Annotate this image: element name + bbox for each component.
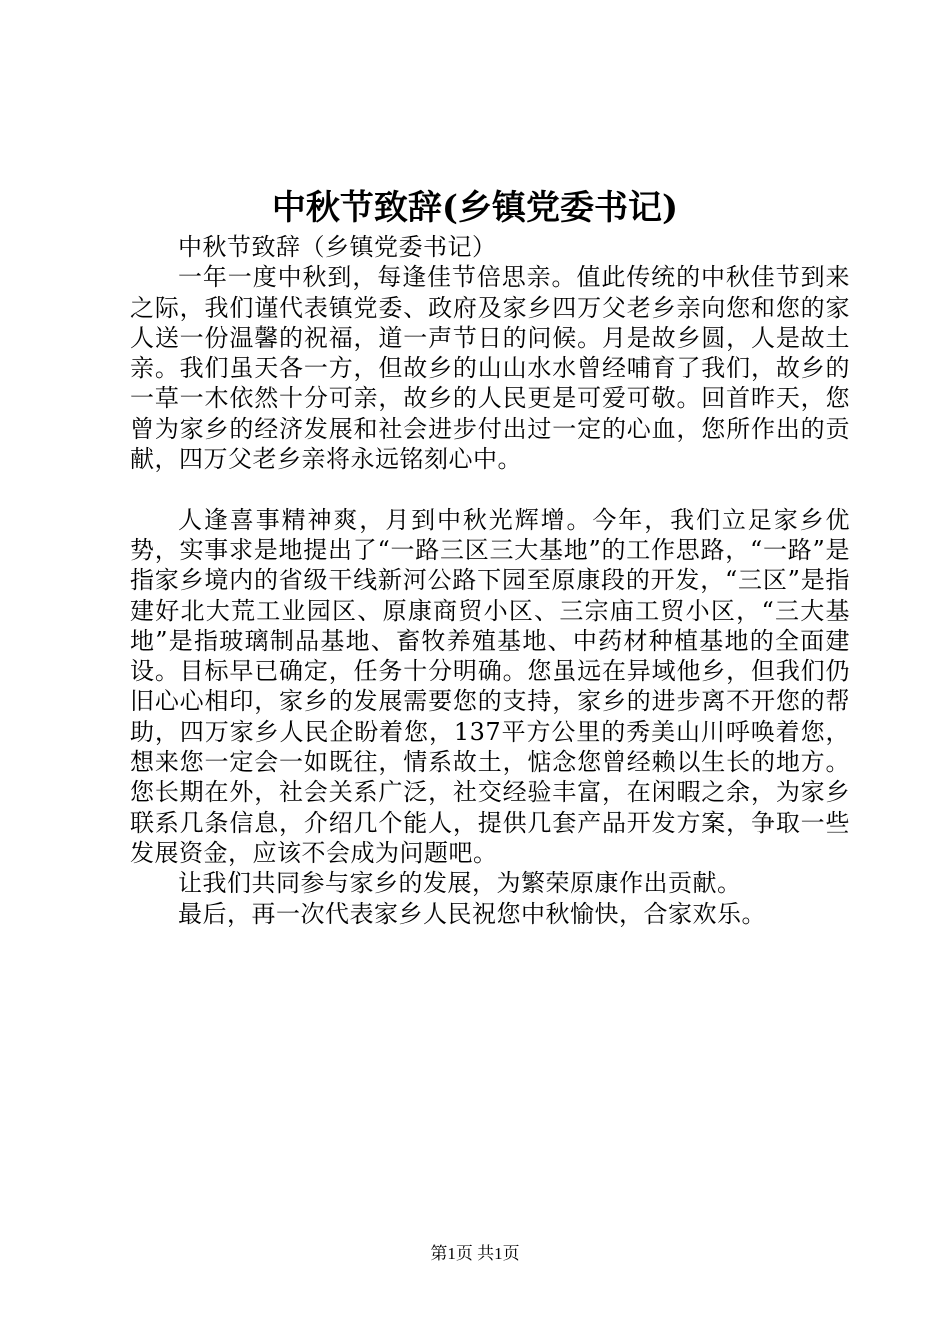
paragraph-1: 一年一度中秋到，每逢佳节倍思亲。值此传统的中秋佳节到来之际，我们谨代表镇党委、政府及家乡四万父老乡亲向您和您的家人送一份温馨的祝福，道一声节日的问候。月是故乡圆，人是故土亲。我们虽天各一方，但故乡的山山水水曾经哺育了我们，故乡的一草一木依然十分可亲，故乡的人民更是可爱可敬。回首昨天，您曾为家乡的经济发展和社会进步付出过一定的心血，您所作出的贡献，四万父老乡亲将永远铭刻心中。: [130, 263, 850, 474]
page-number-footer: 第1页 共1页: [430, 1244, 520, 1263]
paragraph-gap: [130, 474, 850, 504]
document-body: [130, 232, 850, 929]
paragraph-4: 最后，再一次代表家乡人民祝您中秋愉快，合家欢乐。: [178, 899, 766, 928]
paragraph-2: 人逢喜事精神爽，月到中秋光辉增。今年，我们立足家乡优势，实事求是地提出了“一路三区三大基地”的工作思路，“一路”是指家乡境内的省级干线新河公路下园至原康段的开发，“三区”是指建好北大荒工业园区、原康商贸小区、三宗庙工贸小区，“三大基地”是指玻璃制品基地、畜牧养殖基地、中药材种植基地的全面建设。目标早已确定，任务十分明确。您虽远在异域他乡，但我们仍旧心心相印，家乡的发展需要您的支持，家乡的进步离不开您的帮助，四万家乡人民企盼着您，137平方公里的秀美山川呼唤着您，想来您一定会一如既往，情系故土，惦念您曾经赖以生长的地方。您长期在外，社会关系广泛，社交经验丰富，在闲暇之余，为家乡联系几条信息，介绍几个能人，提供几套产品开发方案，争取一些发展资金，应该不会成为问题吧。: [130, 505, 850, 867]
subtitle-line: 中秋节致辞（乡镇党委书记）: [178, 233, 497, 261]
document-title: 中秋节致辞(乡镇党委书记): [271, 188, 679, 228]
paragraph-3: 让我们共同参与家乡的发展，为繁荣原康作出贡献。: [178, 869, 742, 898]
